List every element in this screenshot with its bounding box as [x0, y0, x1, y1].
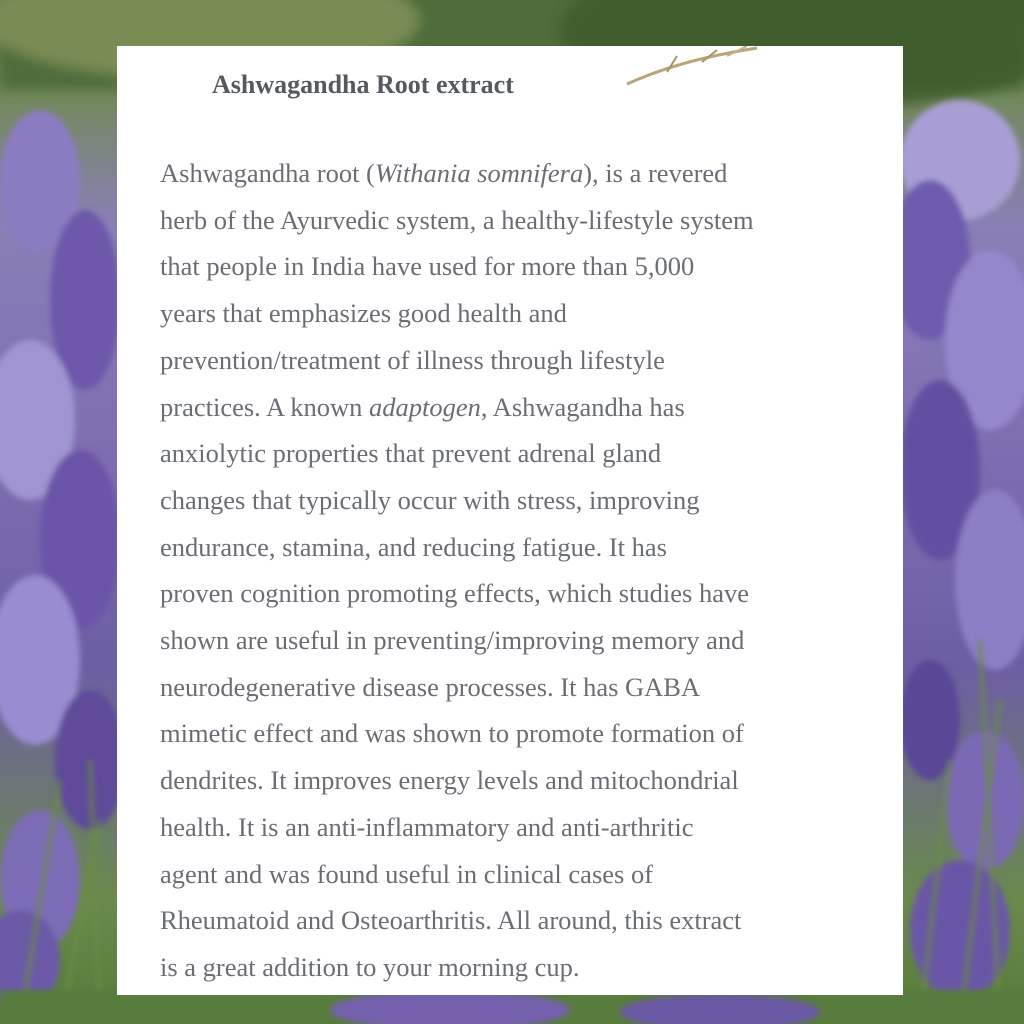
text-segment: Ashwagandha root (	[160, 158, 375, 188]
text-segment: practices. A known	[160, 391, 370, 422]
text-line	[160, 384, 870, 431]
adaptogen-term: adaptogen	[369, 391, 481, 422]
text-line: herb of the Ayurvedic system, a healthy-lifestyle system	[160, 204, 754, 235]
text-line: endurance, stamina, and reducing fatigue. It has	[160, 531, 667, 562]
text-line	[160, 150, 870, 197]
text-line: anxiolytic properties that prevent adrenal gland	[160, 438, 662, 469]
text-line: mimetic effect and was shown to promote formation of	[160, 718, 744, 749]
text-line: proven cognition promoting effects, which studies have	[160, 578, 750, 609]
text-line: years that emphasizes good health and	[160, 298, 567, 329]
text-segment: , Ashwagandha has	[480, 391, 685, 422]
text-line: changes that typically occur with stress, improving	[160, 484, 700, 515]
text-segment: ), is a revered	[583, 158, 728, 188]
text-line: neurodegenerative disease processes. It has GABA	[160, 671, 701, 702]
text-line: shown are useful in preventing/improving memory and	[160, 625, 745, 656]
page-title: Ashwagandha Root extract	[212, 70, 514, 99]
text-card	[117, 46, 903, 995]
text-line: prevention/treatment of illness through lifestyle	[160, 344, 665, 375]
text-line: agent and was found useful in clinical cases of	[160, 858, 654, 889]
herb-sprig-icon	[607, 46, 767, 86]
text-line: Rheumatoid and Osteoarthritis. All around, this extract	[160, 905, 742, 936]
description-paragraph	[160, 150, 870, 991]
species-name: Withania somnifera	[374, 158, 584, 188]
text-line: health. It is an anti-inflammatory and anti-arthritic	[160, 811, 694, 842]
text-line: that people in India have used for more than 5,000	[160, 251, 695, 282]
text-line: is a great addition to your morning cup.	[160, 951, 580, 982]
text-line: dendrites. It improves energy levels and mitochondrial	[160, 765, 739, 796]
